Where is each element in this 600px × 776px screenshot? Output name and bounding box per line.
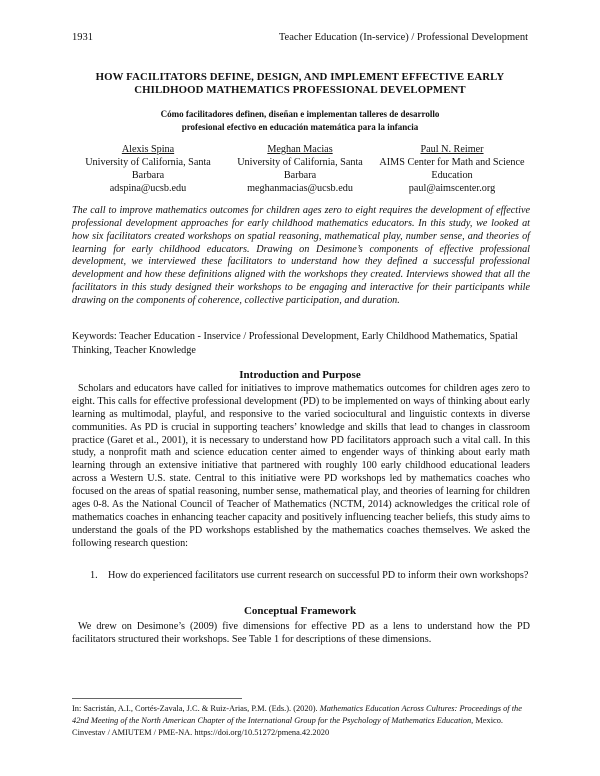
author-name: Alexis Spina [121, 144, 175, 155]
author-3 [376, 143, 528, 195]
citation-suffix: , Mexico. Cinvestav / AMIUTEM / PME-NA. https://doi.org/10.51272/pmena.42.2020 [72, 716, 504, 737]
running-head: Teacher Education (In-service) / Professional Development [278, 32, 528, 43]
section-heading-conceptual-framework: Conceptual Framework [243, 605, 357, 617]
subtitle-line-1: Cómo facilitadores definen, diseñan e implementan talleres de desarrollo [160, 109, 440, 119]
author-affiliation: University of California, Santa Barbara [237, 157, 363, 181]
author-affiliation: University of California, Santa Barbara [85, 157, 211, 181]
research-question [90, 569, 530, 582]
subtitle-line-2: profesional efectivo en educación matemática para la infancia [181, 122, 419, 132]
author-email: adspina@ucsb.edu [109, 183, 187, 194]
paper-subtitle-spanish [72, 108, 528, 134]
research-question-text: How do experienced facilitators use current research on successful PD to inform their own workshops? [108, 570, 529, 581]
research-question-number: 1. [90, 570, 98, 581]
author-name: Meghan Macias [267, 144, 333, 155]
author-name: Paul N. Reimer [420, 144, 484, 155]
citation-footer [72, 703, 530, 739]
author-email: paul@aimscenter.org [408, 183, 496, 194]
page-number: 1931 [72, 32, 93, 43]
intro-paragraph: Scholars and educators have called for initiatives to improve mathematics outcomes for children ages zero to eight. This calls for effective professional development (PD) to be implemented on ways of thinking about early learning as multimodal, playful, and responsive to the varied sociocultural and linguistic contexts in diverse communities. As PD is crucial in supporting teachers’ knowledge and skills that lead to changes in classroom practice (Garet et al., 2001), it is necessary to understand how PD facilitators approach such a vital call. In this study, a nonprofit math and science education center aimed to engender ways of thinking about early math learning through an extensive initiative that partnered with roughly 100 early childhood educational leaders across a Western U.S. state. Central to this initiative were PD workshops led by mathematics coaches who focused on the areas of spatial reasoning, number sense, mathematical play, and theories of learning for children ages 0-8. As the National Council of Teacher of Mathematics (NCTM, 2014) acknowledges the critical role of mathematics coaches in enhancing teacher capacity and positively influencing teacher beliefs, this study aims to understand the goals of the PD workshops established by the mathematics coaches themselves. We asked the following research question: [72, 383, 530, 549]
author-affiliation: AIMS Center for Math and Science Education [379, 157, 525, 181]
citation-prefix: In: Sacristán, A.I., Cortés-Zavala, J.C. & Ruiz-Arias, P.M. (Eds.). (2020). [72, 704, 320, 713]
keywords: Keywords: Teacher Education - Inservice / Professional Development, Early Childhood Mathematics, Spatial Thinking, Teacher Knowledge [72, 331, 518, 356]
abstract: The call to improve mathematics outcomes for children ages zero to eight requires the development of effective professional development approaches for early childhood mathematics educators. In this study, we looked at how six facilitators created workshops on spatial reasoning, mathematical play, number sense, and theories of learning for early childhood educators. Drawing on Desimone’s components of effective professional development, we interviewed these facilitators to understand how they defined a successful professional development and how these definitions aligned with the workshops they created. Interviews showed that all the facilitators in this study designed their workshops to be engaging and interactive for their participants while drawing on the components of coherence, collective participation, and duration. [72, 205, 530, 306]
conceptual-paragraph: We drew on Desimone’s (2009) five dimensions for effective PD as a lens to understand how the PD facilitators structured their workshops. See Table 1 for descriptions of these dimensions. [72, 621, 530, 645]
author-2 [224, 143, 376, 195]
paper-title [72, 71, 528, 97]
author-block [72, 143, 528, 195]
footnote-divider [72, 698, 242, 699]
author-1 [72, 143, 224, 195]
section-heading-introduction: Introduction and Purpose [239, 369, 361, 381]
title-line-2: CHILDHOOD MATHEMATICS PROFESSIONAL DEVELOPMENT [134, 84, 466, 96]
author-email: meghanmacias@ucsb.edu [247, 183, 353, 194]
citation-proceedings-title: Mathematics Education Across Cultures: Proceedings of the 42nd Meeting of the North American Chapter of the International Group for the Psychology of Mathematics Education [72, 704, 522, 725]
title-line-1: HOW FACILITATORS DEFINE, DESIGN, AND IMPLEMENT EFFECTIVE EARLY [95, 71, 505, 83]
